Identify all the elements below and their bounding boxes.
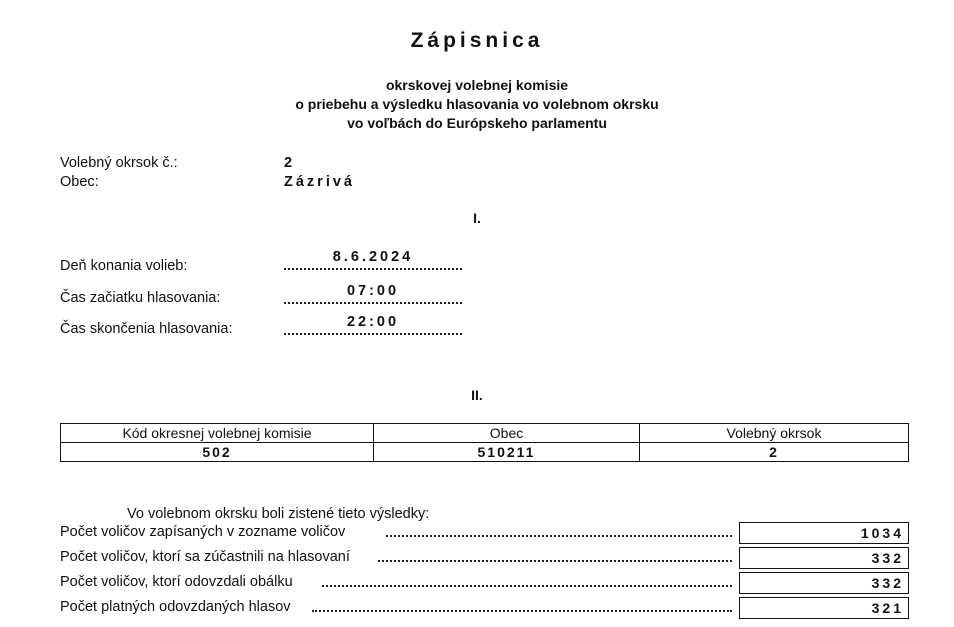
result-value-box [739, 547, 909, 569]
district-commission-code-value: 502 [61, 443, 374, 462]
result-dotted-leader [312, 610, 732, 612]
result-value: 321 [871, 600, 904, 616]
result-label: Počet voličov, ktorí odovzdali obálku [60, 574, 293, 590]
result-value: 332 [871, 575, 904, 591]
codes-table-header-row [61, 424, 909, 443]
subtitle-line-3: vo voľbách do Európskeho parlamentu [347, 115, 607, 131]
result-label: Počet voličov zapísaných v zozname voličov [60, 524, 346, 540]
district-value: 2 [284, 155, 293, 171]
result-value-box [739, 522, 909, 544]
result-value-box [739, 572, 909, 594]
result-dotted-leader [322, 585, 732, 587]
municipality-value: Zázrivá [284, 174, 355, 190]
election-date-dotted-line [284, 268, 462, 270]
result-label: Počet voličov, ktorí sa zúčastnili na hlasovaní [60, 549, 350, 565]
voting-start-value: 07:00 [346, 283, 400, 299]
codes-table [60, 423, 909, 462]
subtitle-line-2: o priebehu a výsledku hlasovania vo volebnom okrsku [295, 96, 659, 112]
voting-end-value: 22:00 [346, 314, 400, 330]
voting-start-dotted-line [284, 302, 462, 304]
result-dotted-leader [386, 535, 732, 537]
district-label: Volebný okrsok č.: [60, 155, 178, 171]
municipality-code-value: 510211 [374, 443, 640, 462]
subtitle-line-1: okrskovej volebnej komisie [385, 77, 569, 93]
col-header-municipality: Obec [374, 424, 640, 443]
voting-district-value: 2 [640, 443, 909, 462]
col-header-district-commission-code: Kód okresnej volebnej komisie [61, 424, 374, 443]
municipality-label: Obec: [60, 174, 99, 190]
section-1-heading: I. [473, 210, 481, 226]
result-row-participating-voters [60, 547, 909, 569]
result-value-box [739, 597, 909, 619]
col-header-voting-district: Volebný okrsok [640, 424, 909, 443]
result-row-envelopes-submitted [60, 572, 909, 594]
result-label: Počet platných odovzdaných hlasov [60, 599, 291, 615]
voting-end-label: Čas skončenia hlasovania: [60, 321, 233, 337]
results-intro: Vo volebnom okrsku boli zistené tieto výsledky: [127, 506, 430, 522]
election-date-value: 8.6.2024 [332, 249, 414, 265]
result-row-registered-voters [60, 522, 909, 544]
result-value: 1034 [860, 525, 904, 541]
election-date-label: Deň konania volieb: [60, 258, 188, 274]
voting-end-dotted-line [284, 333, 462, 335]
voting-start-label: Čas začiatku hlasovania: [60, 290, 221, 306]
result-value: 332 [871, 550, 904, 566]
section-2-heading: II. [471, 387, 483, 403]
document-title: Zápisnica [410, 29, 544, 52]
codes-table-value-row [61, 443, 909, 462]
result-dotted-leader [378, 560, 732, 562]
result-row-valid-votes [60, 597, 909, 619]
